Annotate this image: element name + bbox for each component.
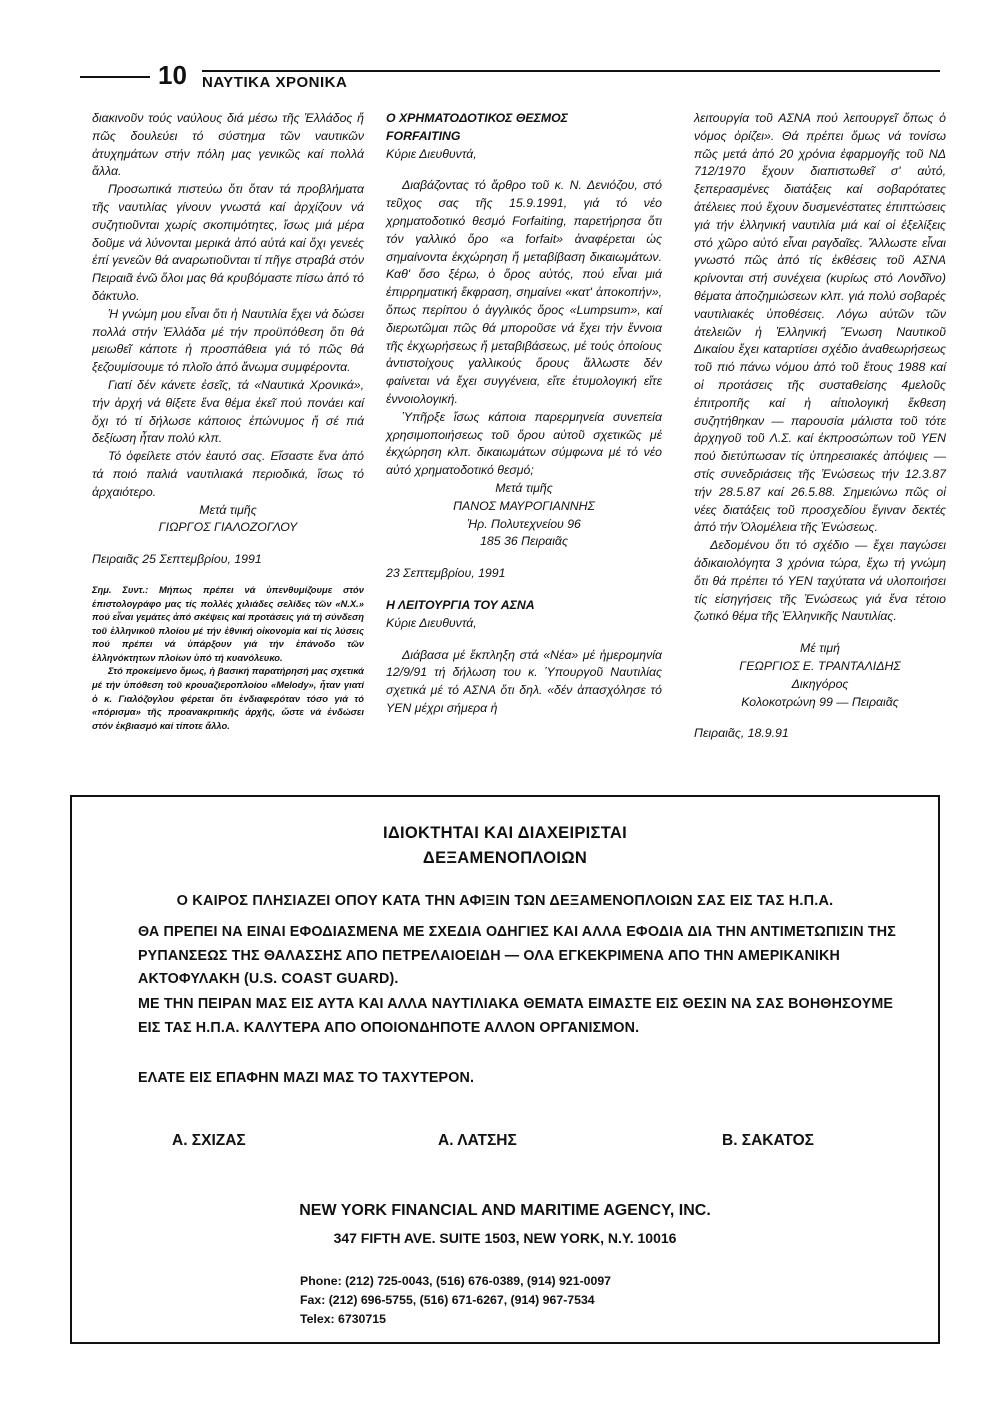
letter1-paragraph: Ἡ γνώμη μου εἶναι ὅτι ἡ Ναυτιλία ἔχει νά δώσει πολλά στήν Ἑλλάδα μέ τήν προϋπόθεση ὅτι θά μειωθεῖ κάποτε ἡ προσπάθεια γιά τό πῶς θά ξεζουμίσουμε τό πλοῖο ἀπό ἄνωμα συμφέροντα. [92, 306, 364, 375]
letter3-closing: Μέ τιμή [800, 641, 840, 656]
header-rule-right [202, 70, 940, 72]
letter3-paragraph: Διάβασα μέ ἔκπληξη στά «Νέα» μέ ἡμερομηνία 12/9/91 τή δήλωση του κ. Ὑπουργοῦ Ναυτιλίας σχετικά μέ τό ΑΣΝΑ ὅτι δηλ. «δέν ἀπασχόλησε τό ΥΕΝ μέχρι σήμερα ἡ [386, 647, 662, 715]
column-1 [92, 110, 364, 732]
advert-address: 347 FIFTH AVE. SUITE 1503, NEW YORK, N.Y. 10016 [333, 1230, 677, 1246]
advert-fax: Fax: (212) 696-5755, (516) 671-6267, (914) 967-7534 [300, 1293, 595, 1307]
letter3-place-date: Πειραιᾶς, 18.9.91 [694, 726, 789, 741]
advert-telex: Telex: 6730715 [300, 1312, 386, 1326]
advert-phone: Phone: (212) 725-0043, (516) 676-0389, (914) 921-0097 [300, 1274, 612, 1288]
advert-title [72, 821, 938, 871]
letter1-closing: Μετά τιμῆς [199, 502, 257, 517]
advert-name: Α. ΣΧΙΖΑΣ [172, 1132, 246, 1149]
letter2-signature: ΠΑΝΟΣ ΜΑΥΡΟΓΙΑΝΝΗΣ [453, 498, 595, 513]
letter2-title: Ο ΧΡΗΜΑΤΟΔΟΤΙΚΟΣ ΘΕΣΜΟΣ [386, 111, 568, 125]
advert-lead: Ο ΚΑΙΡΟΣ ΠΛΗΣΙΑΖΕΙ ΟΠΟΥ ΚΑΤΑ ΤΗΝ ΑΦΙΞΙΝ ΤΩΝ ΔΕΞΑΜΕΝΟΠΛΟΙΩΝ ΣΑΣ ΕΙΣ ΤΑΣ Η.Π.Α. [176, 893, 834, 909]
editor-note: Σημ. Συντ.: Μήπως πρέπει νά ὑπενθυμίζουμε στόν ἐπιστολογράφο μας τίς πολλές χιλιάδες σελίδες τῶν «Ν.Χ.» πού εἶναι γεμάτες ἀπό σκέψεις καί προτάσεις γιά τή σύνδεση τοῦ ἑλληνικοῦ πλοίου μέ τήν ἐθνική οἰκονομία καί τίς λύσεις πού πρέπει νά ὑπάρξουν γιά τήν ἐπάνοδο τῶν ἑλληνόκτητων πλοίων ὑπό τή κυανόλευκο. [92, 583, 364, 663]
letter1-paragraph: Τό ὀφείλετε στόν ἑαυτό σας. Εἴσαστε ἕνα ἀπό τά ποιό παλιά ναυτιλιακά περιοδικά, ἴσως τό ἀρχαιότερο. [92, 449, 364, 499]
advert-body [138, 1067, 908, 1091]
letter1-signature: ΓΙΩΡΓΟΣ ΓΙΑΛΟΖΟΓΛΟΥ [158, 520, 298, 535]
letter2-title-sub: FORFAITING [386, 128, 461, 143]
letter3-signature: ΓΕΩΡΓΙΟΣ Ε. ΤΡΑΝΤΑΛΙΔΗΣ [739, 658, 901, 673]
advert-name: Α. ΛΑΤΣΗΣ [438, 1132, 517, 1149]
column-2 [386, 110, 662, 718]
advert-body [138, 921, 908, 992]
letter3-profession: Δικηγόρος [791, 676, 849, 691]
letter1-paragraph: διακινοῦν τούς ναύλους διά μέσω τῆς Ἑλλάδος ἤ πῶς δουλεύει τό σύστημα τῶν ναυτικῶν ἀτυχημάτων στήν πόλη μας γενικῶς καί πολλά ἄλλα. [92, 111, 364, 179]
advert-paragraph: ΕΛΑΤΕ ΕΙΣ ΕΠΑΦΗΝ ΜΑΖΙ ΜΑΣ ΤΟ ΤΑΧΥΤΕΡΟΝ. [138, 1070, 475, 1086]
advert-contacts [300, 1272, 611, 1329]
letter2-closing: Μετά τιμῆς [495, 480, 553, 495]
advertisement-box [70, 795, 940, 1344]
letter3-paragraph: Δεδομένου ὅτι τό σχέδιο — ἔχει παγώσει ἀδικαιολόγητα 3 χρόνια τώρα, ἔχω τή γνώμη ὅτι θά πρέπει τό ΥΕΝ ταχύτατα νά υλοποιήσει τίς εἰσηγήσεις τῆς Ἑνώσεως γιά ἕνα τέτοιο ζωτικό θέμα τῆς Ἑλληνικῆς Ναυτιλίας. [694, 538, 946, 624]
letter2-paragraph: Διαβάζοντας τό ἄρθρο τοῦ κ. Ν. Δενιόζου, στό τεῦχος σας τῆς 15.9.1991, γιά τό νέο χρηματοδοτικό θεσμό Forfaiting, παρετήρησα ὅτι τόν γαλλικό ὅρο «a forfait» ἀναφέρεται ὡς σημαίνοντα ἐκχώρηση ἤ μεταβίβαση δικαιωμάτων. Καθ' ὅσο ξέρω, ὁ ὅρος αὐτός, πού εἶναι μιά ἐπιρρηματική ἔκφραση, σημαίνει «κατ' ἀποκοπήν», ὅπως περίπου ὁ ἀγγλικός ὅρος «Lumpsum», καί διερωτῶμαι πῶς θά μποροῦσε νά ἔχει τήν ἔννοια τῆς ἐκχωρήσεως ἤ μεταβιβάσεως, μέ τούς ὁποίους ἀντιστοίχους γαλλικούς ὅρους ἄλλωστε δέν φαίνεται νά ἔχει συγγένεια, εἴτε ἐτυμολογική εἴτε ἐννοιολογική. [386, 178, 662, 406]
letter3-salutation: Κύριε Διευθυντά, [386, 615, 477, 630]
letter3-address: Κολοκοτρώνη 99 — Πειραιᾶς [741, 694, 899, 709]
editor-note: Στό προκείμενο ὅμως, ἡ βασική παρατήρησή μας σχετικά μέ τήν ὑπόθεση τοῦ κρουαζιεροπλοίου «Melody», ἦταν γιατί ὁ κ. Γιαλόζογλου φέρεται ὅτι ἐνδιαφερόταν τόσο γιά τό «πόρισμα» τῆς προανακριτικῆς ἀρχῆς, ὥστε νά ἐνδώσει στόν ἐκβιασμό καί τίποτε ἄλλο. [92, 665, 364, 731]
advert-paragraph: ΜΕ ΤΗΝ ΠΕΙΡΑΝ ΜΑΣ ΕΙΣ ΑΥΤΑ ΚΑΙ ΑΛΛΑ ΝΑΥΤΙΛΙΑΚΑ ΘΕΜΑΤΑ ΕΙΜΑΣΤΕ ΕΙΣ ΘΕΣΙΝ ΝΑ ΣΑΣ ΒΟΗΘΗΣΟΥΜΕ ΕΙΣ ΤΑΣ Η.Π.Α. ΚΑΛΥΤΕΡΑ ΑΠΟ ΟΠΟΙΟΝΔΗΠΟΤΕ ΑΛΛΟΝ ΟΡΓΑΝΙΣΜΟΝ. [138, 996, 894, 1036]
letter2-salutation: Κύριε Διευθυντά, [386, 146, 477, 161]
advert-paragraph: ΘΑ ΠΡΕΠΕΙ ΝΑ ΕΙΝΑΙ ΕΦΟΔΙΑΣΜΕΝΑ ΜΕ ΣΧΕΔΙΑ ΟΔΗΓΙΕΣ ΚΑΙ ΑΛΛΑ ΕΦΟΔΙΑ ΔΙΑ ΤΗΝ ΑΝΤΙΜΕΤΩΠΙΣΙΝ ΤΗΣ ΡΥΠΑΝΣΕΩΣ ΤΗΣ ΘΑΛΑΣΣΗΣ ΑΠΟ ΠΕΤΡΕΛΑΙΟΕΙΔΗ — ΟΛΑ ΕΓΚΕΚΡΙΜΕΝΑ ΑΠΟ ΤΗΝ ΑΜΕΡΙΚΑΝΙΚΗ ΑΚΤΟΦΥΛΑΚΗ (U.S. COAST GUARD). [138, 924, 896, 987]
letter1-paragraph: Γιατί δέν κάνετε ἐσεῖς, τά «Ναυτικά Χρονικά», τήν ἀρχή νά θίξετε ἕνα θέμα ἐκεῖ πού πονάει καί ὄχι τό τί δήλωσε κάποιος ἐπώνυμος ἤ σέ πιά δεξίωση ἦταν πολύ κλπ. [92, 377, 364, 446]
letter2-address: Ἡρ. Πολυτεχνείου 96 [467, 516, 581, 531]
header-rule-left [80, 76, 150, 78]
advert-title-line: ΔΕΞΑΜΕΝΟΠΛΟΙΩΝ [422, 849, 588, 867]
letter2-address: 185 36 Πειραιᾶς [480, 534, 568, 549]
page-header [70, 62, 940, 98]
letter2-paragraph: Ὑπῆρξε ἴσως κάποια παρερμηνεία συνεπεία χρησιμοποιήσεως τοῦ ὅρου αὐτοῦ σχετικῶς μέ ἐκχώρηση κλπ. δικαιωμάτων σύμφωνα μέ τό νέο αὐτό χρηματοδοτικό θεσμό; [386, 409, 662, 478]
letter3-title: Η ΛΕΙΤΟΥΡΓΙΑ ΤΟΥ ΑΣΝΑ [386, 597, 535, 612]
publication-title: ΝΑΥΤΙΚΑ ΧΡΟΝΙΚΑ [202, 74, 348, 91]
advert-title-line: ΙΔΙΟΚΤΗΤΑΙ ΚΑΙ ΔΙΑΧΕΙΡΙΣΤΑΙ [383, 824, 627, 842]
advert-company: NEW YORK FINANCIAL AND MARITIME AGENCY, INC. [299, 1202, 711, 1219]
letter2-date: 23 Σεπτεμβρίου, 1991 [386, 566, 506, 581]
letter1-place-date: Πειραιᾶς 25 Σεπτεμβρίου, 1991 [92, 552, 262, 567]
letter3-paragraph: λειτουργία τοῦ ΑΣΝΑ πού λειτουργεῖ ὅπως ὁ νόμος ὁρίζει». Θά πρέπει ὅμως νά τονίσω πῶς μετά ἀπό 20 χρόνια ἐφαρμογῆς τοῦ ΝΔ 712/1970 ἔχουν διαπιστωθεῖ σ' αὐτό, ξεπερασμένες διατάξεις καί σοβαρότατες ἀτέλειες πού ἔχουν δυσμενέστατες ἐπιπτώσεις γιά τήν ἑλληνική ναυτιλία μιά καί οἱ ἐξελίξεις στό χῶρο αὐτό εἶναι ραγδαῖες. Ἄλλωστε εἶναι γνωστό πῶς ἀπό τίς ἐκθέσεις τοῦ ΑΣΝΑ κρίνονται στή συνέχεια (κυρίως στό Λονδῖνο) θέματα ἀποζημιώσεων κλπ. γιά πολύ σοβαρές ναυτιλιακές ὑποθέσεις. Λόγω αὐτῶν τῶν ἀτελειῶν ἡ Ἑλληνική Ἕνωση Ναυτικοῦ Δικαίου ἔχει καταρτίσει σχέδιο ἀναθεωρήσεως τοῦ πιό πάνω νόμου ἀπό τοῦ ἔτους 1988 καί οἱ προτάσεις τῆς συσταθείσης 4μελοῦς ἐπιτροπῆς καί ἡ αἰτιολογική ἔκθεση συζητήθηκαν — παρουσία μάλιστα τοῦ τότε ἀρχηγοῦ τοῦ Λ.Σ. καί ἐκπροσώπων τοῦ ΥΕΝ πού διετύπωσαν τίς ὑπηρεσιακές ἀπόψεις — στίς συνεδριάσεις τῆς Ἑνώσεως τήν 12.3.87 τήν 28.5.87 καί 26.5.88. Σημειώνω πῶς οἱ νέες διατάξεις τοῦ προσχεδίου ἔγιναν δεκτές ἀπό τήν Ὁλομέλεια τῆς Ἑνώσεως. [694, 111, 946, 535]
page-number: 10 [158, 60, 187, 90]
advert-body [138, 993, 908, 1040]
column-3 [694, 110, 946, 743]
advert-name: Β. ΣΑΚΑΤΟΣ [722, 1132, 814, 1149]
letter1-paragraph: Προσωπικά πιστεύω ὅτι ὅταν τά προβλήματα τῆς ναυτιλίας γίνουν γνωστά καί ἀρχίζουν νά συζητιοῦνται χωρίς σκοπιμότητες, ἴσως μιά μέρα δοῦμε νά λύνονται μερικά ἀπό αὐτά καί ὄχι γενεές ἐπί γενεῶν θά αναρωτιοῦνται τί πῆγε στραβά στόν Πειραιᾶ ἐνῶ ὅλοι μας θά κρυβόμαστε πίσω ἀπό τό δάκτυλο. [92, 182, 364, 303]
